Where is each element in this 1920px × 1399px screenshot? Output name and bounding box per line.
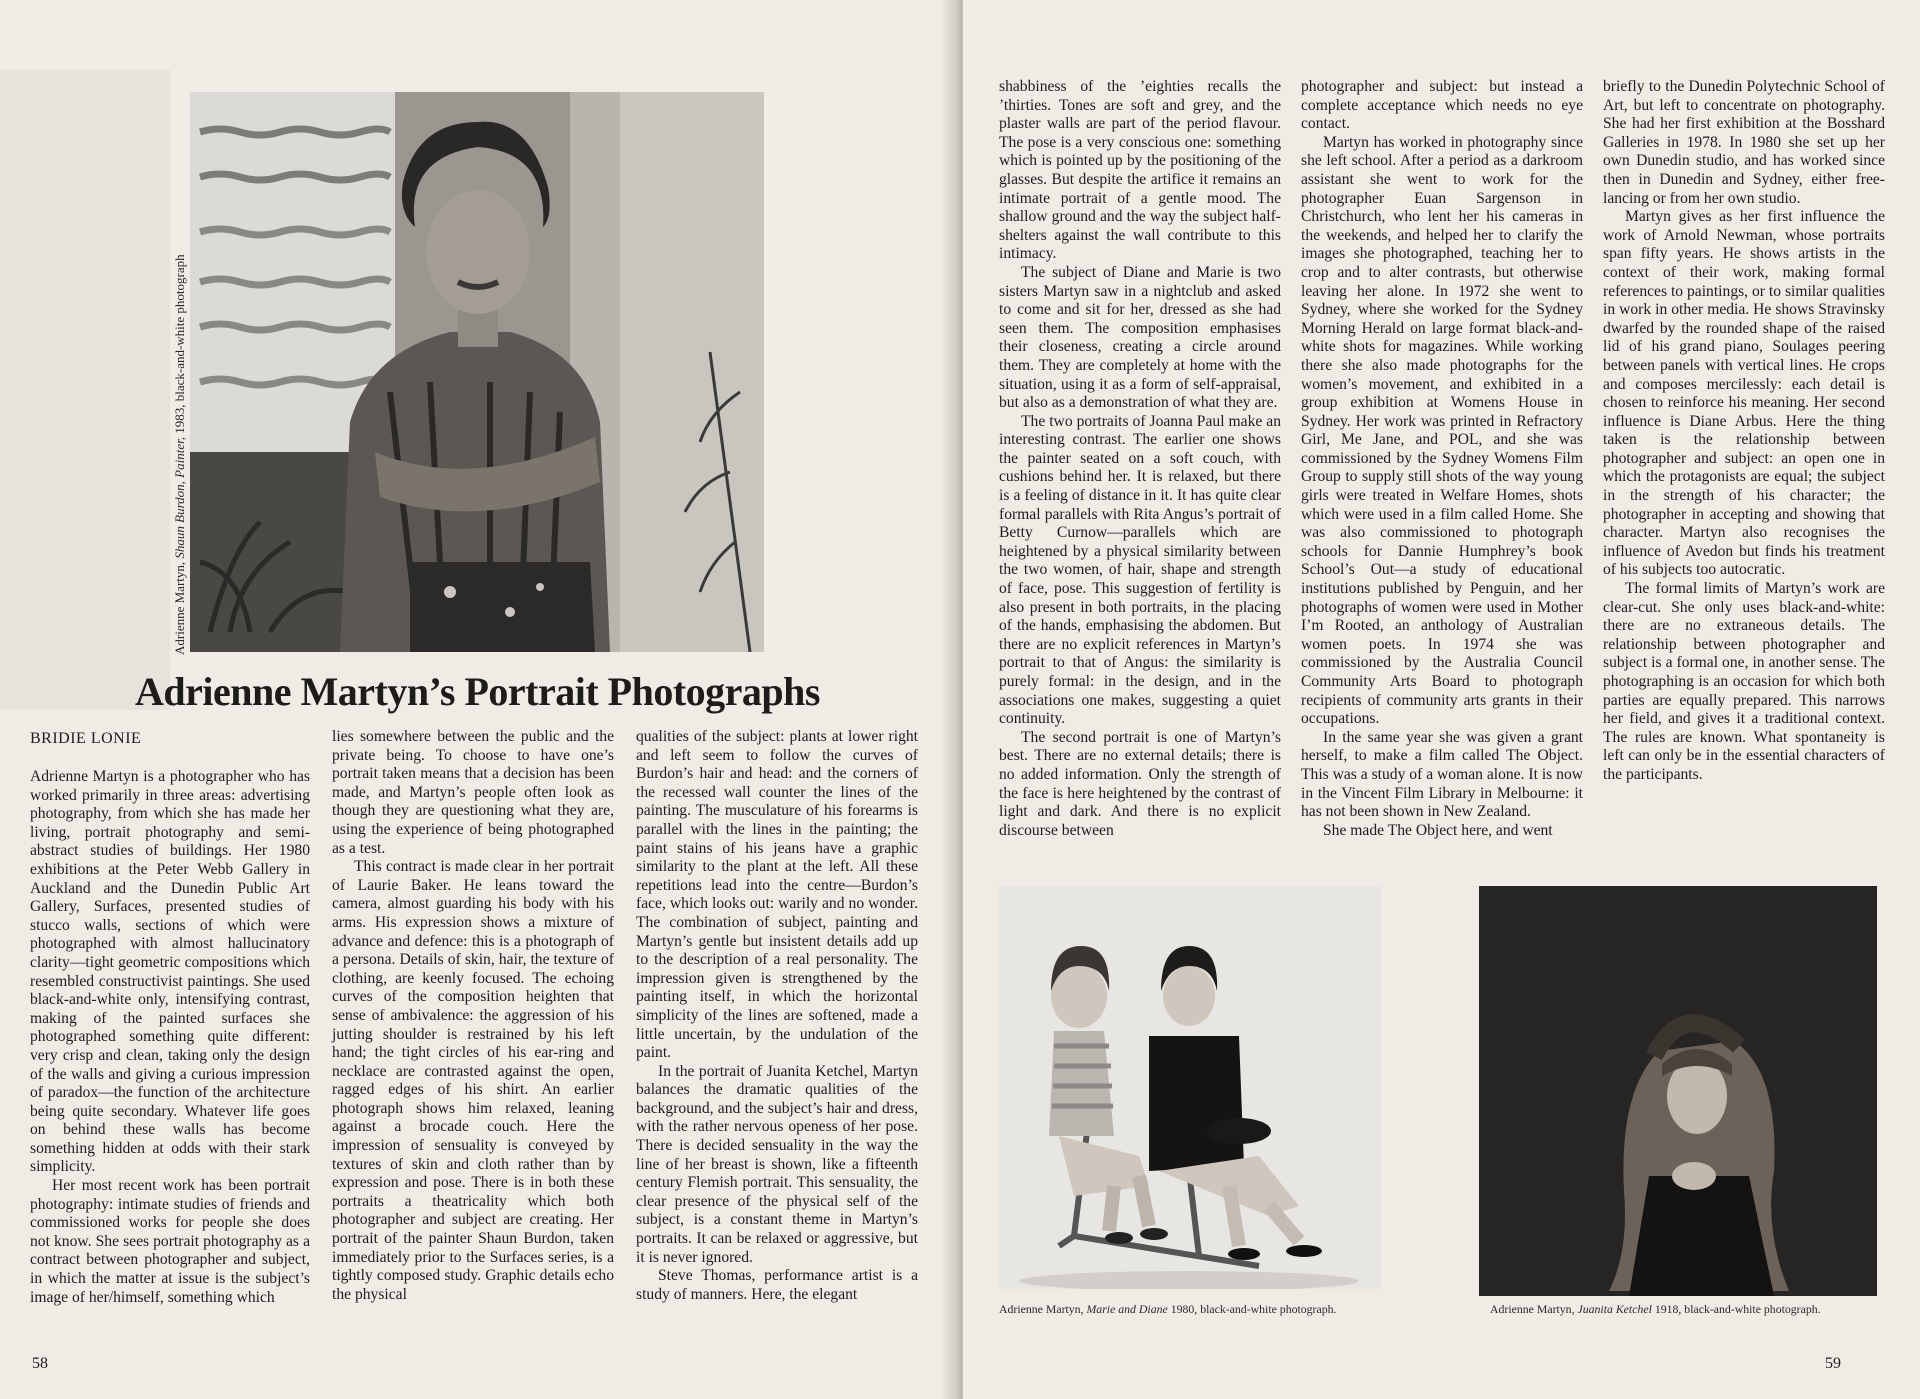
paragraph: This contract is made clear in her portrait of Laurie Baker. He leans toward the camera, almost guarding his body with his arms. His expression shows a mixture of advance and defence: this is a photograph of a persona. Details of skin, hair, the texture of clothing, are keenly focused. The echoing curves of the composition heighten that sense of ambivalence: the aggression of his jutting shoulder is restrained by his left hand; the tight circles of his ear-ring and necklace are contrasted against the open, ragged edges of his shirt. An earlier photograph shows him relaxed, leaning against a brocade couch. Here the impression of sensuality is conveyed by textures of skin and cloth rather than by expression and pose. There is in both these portraits a theatricality which both photographer and subject are creating. Her portrait of the painter Shaun Burdon, taken immediately prior to the Surfaces series, is a tightly composed study. Graphic details echo the physical [332, 858, 614, 1303]
paragraph: The formal limits of Martyn’s work are clear-cut. She only uses black-and-white: there are no extraneous details. The relationship between photographer and subject is a formal one, in another sense. The photographing is an occasion for which both parties are equally prepared. This narrows her field, and gives it a traditional context. The rules are known. What spontaneity is left can only be in the essential characters of the participants. [1603, 580, 1885, 783]
portrait-image [999, 886, 1381, 1289]
photo-juanita-ketchel [1479, 886, 1877, 1296]
caption-details: 1918, black-and-white photograph. [1654, 1302, 1821, 1316]
paragraph: The subject of Diane and Marie is two sisters Martyn saw in a nightclub and asked to come and sit for her, dressed as she had seen them. The composition emphasises their closeness, creating a circle around them. They are completely at home with the situation, using it as a form of self-appraisal, but also as a demonstration of what they are. [999, 263, 1281, 412]
caption-juanita-ketchel [1490, 1302, 1821, 1317]
caption-title: Shaun Burdon, Painter, [172, 437, 187, 559]
paragraph: photographer and subject: but instead a complete acceptance which needs no eye contact. [1301, 78, 1583, 133]
caption-details: 1983, black-and-white photograph [172, 254, 187, 434]
paragraph: briefly to the Dunedin Polytechnic School of Art, but left to concentrate on photography. She had her first exhibition at the Bosshard Galleries in 1978. In 1980 she set up her own Dunedin studio, and has worked since then in Dunedin and Sydney, either free-lancing or from her own studio. [1603, 78, 1885, 207]
caption-artist: Adrienne Martyn, [172, 561, 187, 655]
paragraph: lies somewhere between the public and the private being. To choose to have one’s portrait taken means that a decision has been made, and Martyn’s people often look as though they are questioning what they are, using the experience of being photographed as a test. [332, 728, 614, 857]
right-page [963, 0, 1920, 1399]
photo-shaun-burdon [190, 92, 764, 652]
page-number-right: 59 [1825, 1355, 1841, 1372]
paragraph: Her most recent work has been portrait photography: intimate studies of friends and commissioned works for people she does not know. She sees portrait photography as a contract between photographer and subject, in which the matter at issue is the subject’s image of her/himself, something which [30, 1177, 310, 1306]
left-page [0, 0, 955, 1399]
paragraph: Steve Thomas, performance artist is a study of manners. Here, the elegant [636, 1267, 918, 1303]
left-column-3 [636, 728, 918, 1304]
paragraph: qualities of the subject: plants at lower right and left seem to follow the curves of Burdon’s hair and head: and the corners of the recessed wall counter the lines of the painting. The musculature of his forearms is parallel with the lines in the painting; the paint stains of his jeans have a graphic similarity to the plant at the left. All these repetitions lead into the centre—Burdon’s face, which looks out: warily and no wonder. The combination of subject, painting and Martyn’s gentle but insistent details add up to the description of a real personality. The impression given is strengthened by the painting itself, in which the horizontal simplicity of the lines are softened, made a little uncertain, by the undulation of the paint. [636, 728, 918, 1062]
bleed-through-shadow [0, 70, 170, 710]
right-column-1 [999, 78, 1281, 840]
caption-details: 1980, black-and-white photograph. [1170, 1302, 1337, 1316]
paragraph: In the portrait of Juanita Ketchel, Martyn balances the dramatic qualities of the background, and the subject’s hair and dress, with the rather nervous openess of her pose. There is decided sensuality in the way the line of her breast is shown, like a fifteenth century Flemish portrait. This sensuality, the clear presence of the physical self of the subject, is a constant theme in Martyn’s portraits. It can be relaxed or aggressive, but it is never ignored. [636, 1062, 918, 1266]
caption-marie-and-diane [999, 1302, 1336, 1317]
paragraph: She made The Object here, and went [1323, 821, 1553, 839]
portrait-image [1479, 886, 1877, 1296]
caption-title: Juanita Ketchel [1577, 1302, 1652, 1316]
caption-title: Marie and Diane [1086, 1302, 1168, 1316]
right-column-2 [1301, 78, 1583, 840]
paragraph: The second portrait is one of Martyn’s best. There are no external details; there is no added information. Only the strength of the face is here heightened by the contrast of light and dark. And there is no explicit discourse between [999, 728, 1281, 839]
paragraph: Martyn gives as her first influence the work of Arnold Newman, whose portraits span fifty years. He shows artists in the context of their work, making formal references to paintings, or to similar qualities in work in other media. He shows Stravinsky dwarfed by the rounded shape of the raised lid of his grand piano, Soulages peering between panels with vertical lines. He crops and composes mercilessly: each detail is chosen to reinforce his meaning. Her second influence is Diane Arbus. Here the thing taken is the relationship between photographer and subject: an open one in which the protagonists are equal; the subject in the strength of his character; the photographer in accepting and showing that character. Martyn also recognises the influence of Avedon but finds his treatment of his subjects too autocratic. [1603, 208, 1885, 579]
page-number-left: 58 [32, 1355, 48, 1372]
photo-caption-vertical [172, 235, 188, 655]
caption-artist: Adrienne Martyn, [999, 1302, 1084, 1316]
right-column-3 [1603, 78, 1885, 785]
paragraph: The two portraits of Joanna Paul make an interesting contrast. The earlier one shows the painter seated on a soft couch, with cushions behind her. It is relaxed, but there is a feeling of distance in it. It has quite clear formal parallels with Rita Angus’s portrait of Betty Curnow—parallels which are heightened by a physical similarity between the two women, of hair, shape and strength of face, pose. This suggestion of fertility is also present in both portraits, in the placing of the hands, emphasising the abdomen. But there are no explicit references in Martyn’s portrait to that of Angus: the similarity is purely formal: in the design, and in the associations one makes, suggesting a quiet continuity. [999, 412, 1281, 728]
paragraph: In the same year she was given a grant herself, to make a film called The Object. This was a study of a woman alone. It is now in the Vincent Film Library in Melbourne: it has not been shown in New Zealand. [1301, 728, 1583, 821]
byline: BRIDIE LONIE [30, 730, 142, 747]
article-title: Adrienne Martyn’s Portrait Photographs [135, 669, 820, 714]
portrait-image [190, 92, 764, 652]
paragraph: shabbiness of the ’eighties recalls the ’thirties. Tones are soft and grey, and the plaster walls are part of the period flavour. The pose is a very conscious one: something which is pointed up by the positioning of the glasses. But despite the artifice it remains an intimate portrait of a gentle mood. The shallow ground and the way the subject half-shelters against the wall contribute to this intimacy. [999, 78, 1281, 263]
left-column-1 [30, 768, 310, 1307]
caption-artist: Adrienne Martyn, [1490, 1302, 1575, 1316]
paragraph: Adrienne Martyn is a photographer who has worked primarily in three areas: advertising photography, from which she has made her living, portrait photography and semi-abstract studies of buildings. Her 1980 exhibitions at the Peter Webb Gallery in Auckland and the Dunedin Public Art Gallery, Surfaces, presented studies of stucco walls, sections of which were photographed with almost hallucinatory clarity—tight geometric compositions which resembled constructivist paintings. She used black-and-white only, intensifying contrast, making of the painted surfaces she photographed something quite different: very crisp and clean, taking only the design of the walls and giving a curious impression of paradox—the function of the architecture being quite secondary. Whatever life goes on behind these walls has become something hidden at odds with their stark simplicity. [30, 768, 310, 1176]
left-column-2 [332, 728, 614, 1304]
paragraph: Martyn has worked in photography since she left school. After a period as a darkroom assistant she went to work for the photographer Euan Sargenson in Christchurch, who lent her his cameras in the weekends, and helped her to clarify the images she photographed, teaching her to crop and to alter contrasts, but otherwise leaving her alone. In 1972 she went to Sydney, where she worked for the Sydney Morning Herald on large format black-and-white shots for magazines. While working there she also made photographs for the women’s movement, and exhibited in a group exhibition at Womens House in Sydney. Her work was printed in Refractory Girl, Me Jane, and POL, and she was commissioned by the Sydney Womens Film Group to supply still shots of the way young girls were treated in Welfare Homes, shots which were used in a film called Home. She was also commissioned to photograph schools for Dannie Humphrey’s book School’s Out—a study of educational institutions published by Penguin, and her photographs of women were used in Mother I’m Rooted, an anthology of Australian women poets. In 1974 she was commissioned by the Australia Council Community Arts Board to photograph recipients of community arts grants in their occupations. [1301, 133, 1583, 728]
photo-marie-and-diane [999, 886, 1381, 1289]
